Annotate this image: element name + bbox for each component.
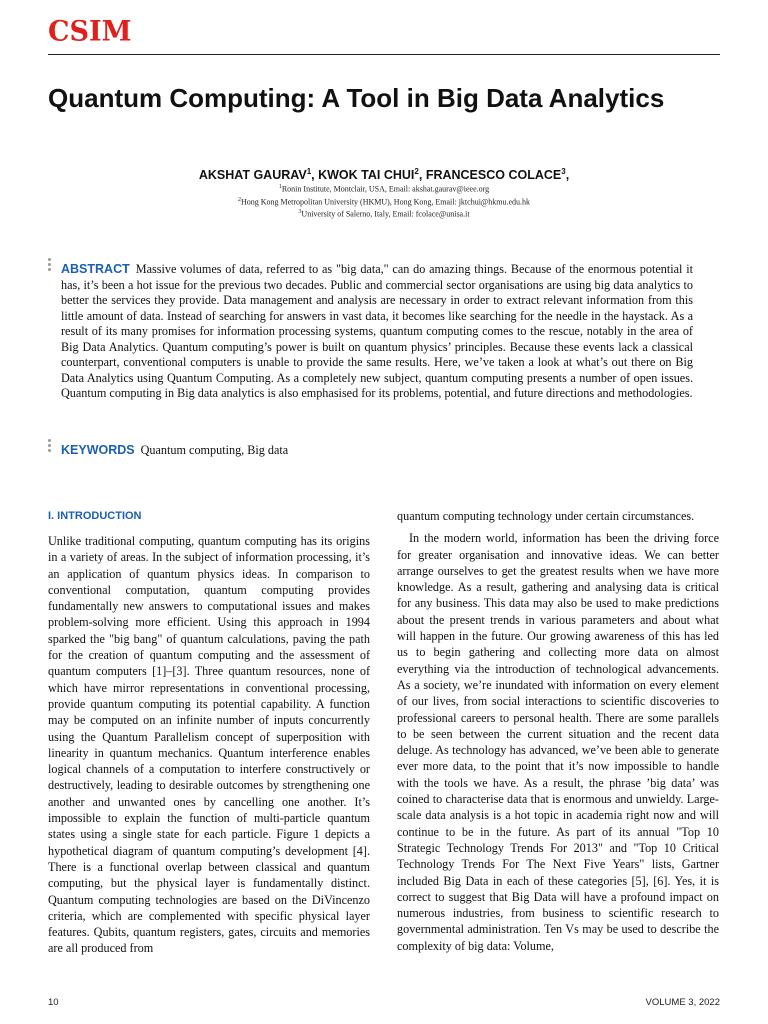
author-name: FRANCESCO COLACE [425, 168, 562, 183]
author-name: AKSHAT GAURAV [198, 168, 307, 183]
page-number: 10 [48, 997, 59, 1008]
author-sup: 2 [414, 167, 419, 176]
header-rule [48, 54, 720, 55]
abstract-marker-icon [48, 258, 51, 273]
left-column [48, 508, 370, 957]
affiliation: $^2$Hong Kong Metropolitan University (HKMU), Hong Kong, Email: jktchui@hkmu.edu.hk [237, 196, 531, 207]
journal-logo: CSIM [48, 15, 132, 48]
abstract-text: Massive volumes of data, referred to as "big data," can do amazing things. Because of the enormous potential it has, it’s been a hot issue for the previous two decades. Public and commercial sector organisations are using big data analytics to better the services they provide. Data management and analysis are necessary in order to extract relevant information from this little amount of data. Instead of searching for answers in vast data, it becomes like searching for the needle in the haystack. As a result of its many promises for information processing systems, quantum computing comes to the rescue, notably in the area of Big Data Analytics. Quantum computing’s power is built on quantum physics’ principles. Because these events lack a classical counterpart, conventional computers is unable to provide the same results. Here, we’ve taken a look at what’s out there on Big Data Analytics using Quantum Computing. As a completely new subject, quantum computing presents a number of open issues. Quantum computing in Big data analytics is also emphasised for its problems, potential, and future directions and methodologies. [61, 262, 693, 400]
affiliation: $^1$Ronin Institute, Montclair, USA, Email: akshat.gaurav@ieee.org [278, 184, 490, 194]
affiliation: $^3$University of Salerno, Italy, Email: fcolace@unisa.it [298, 209, 470, 219]
author-list: AKSHAT GAURAV$^1$, KWOK TAI CHUI$^2$, FRANCESCO COLACE$^3$, [198, 167, 570, 183]
paper-title: Quantum Computing: A Tool in Big Data Analytics [48, 83, 665, 113]
volume-label: VOLUME 3, 2022 [645, 997, 720, 1008]
body-paragraph: quantum computing technology under certain circumstances. [397, 509, 695, 523]
author-name: KWOK TAI CHUI [318, 168, 415, 183]
abstract [61, 262, 693, 402]
body-paragraph: Unlike traditional computing, quantum computing has its origins in a variety of areas. In the subject of information processing, it’s an application of quantum physics ideas. In comparison to conventional computation, quantum computing provides fundamentally new answers to computational issues and makes problem-solving more efficient. Using this approach in 1994 sparked the "big bang" of quantum calculations, paving the path for the creation of quantum computing and the assessment of quantum computers [1]–[3]. Three quantum resources, none of which have mirror representations in conventional processing, provide quantum computing its potential capability. A function may be computed on an infinite number of inputs concurrently using the Quantum Parallelism concept of superposition with linearity in quantum mechanics. Quantum interference enables logical channels of a computation to interfere constructively or destructively, leading to desirable outcomes by strengthening one another and unwanted ones by cancelling one another. It’s impossible to explain the function of multi-particle quantum states using a single state for each particle. Figure 1 depicts a hypothetical diagram of quantum computing’s development [4]. There is a functional overlap between classical and quantum computing, but the physical layer is fundamentally distinct. Quantum computing technologies are based on the DiVincenzo criteria, which are complemented with specific physical layer features. Qubits, quantum registers, gates, circuits and memories are all produced from [48, 534, 370, 956]
abstract-label: ABSTRACT [61, 262, 130, 276]
keywords [61, 443, 693, 459]
affiliation-list [48, 182, 720, 220]
keywords-label: KEYWORDS [61, 443, 135, 457]
right-column [397, 508, 719, 954]
author-sup: 1 [306, 167, 312, 176]
body-paragraph: In the modern world, information has been the driving force for greater organisation and innovative ideas. We can better arrange ourselves to get the greatest results when we have more knowledge. As a result, gathering and analysing data is critical for any business. This data may also be used to make predictions about the present trends in various parameters and about what will happen in the future. Our growing awareness of this has led us to begin gathering and collecting more data on almost everything via the introduction of technological advancements. As a society, we’re inundated with information on every element of our lives, from social interactions to scientific discoveries to professional careers to personal health. There are some parallels to be seen between the current situation and the recent data deluge. As technology has advanced, we’ve been able to generate ever more data, to the point that it’s now impossible to handle with the tools we have. As a result, the phrase ’big data’ was coined to characterise data that is enormous and unwieldy. Large-scale data analysis is a hot topic in academia right now and will continue to be in the future. As part of its annual "Top 10 Strategic Technology Trends For 2013" and "Top 10 Critical Technology Trends For The Next Five Years" lists, Gartner included Big Data in each of these categories [5], [6]. Yes, it is correct to suggest that Big Data will have a profound impact on numerous industries, from business to scientific research to governmental administration. Ten Vs may be used to describe the complexity of big data: Volume, [397, 531, 719, 953]
keywords-marker-icon [48, 439, 51, 454]
author-sup: 3 [561, 167, 566, 176]
keywords-text: Quantum computing, Big data [140, 443, 289, 457]
section-heading: I. INTRODUCTION [48, 510, 142, 522]
